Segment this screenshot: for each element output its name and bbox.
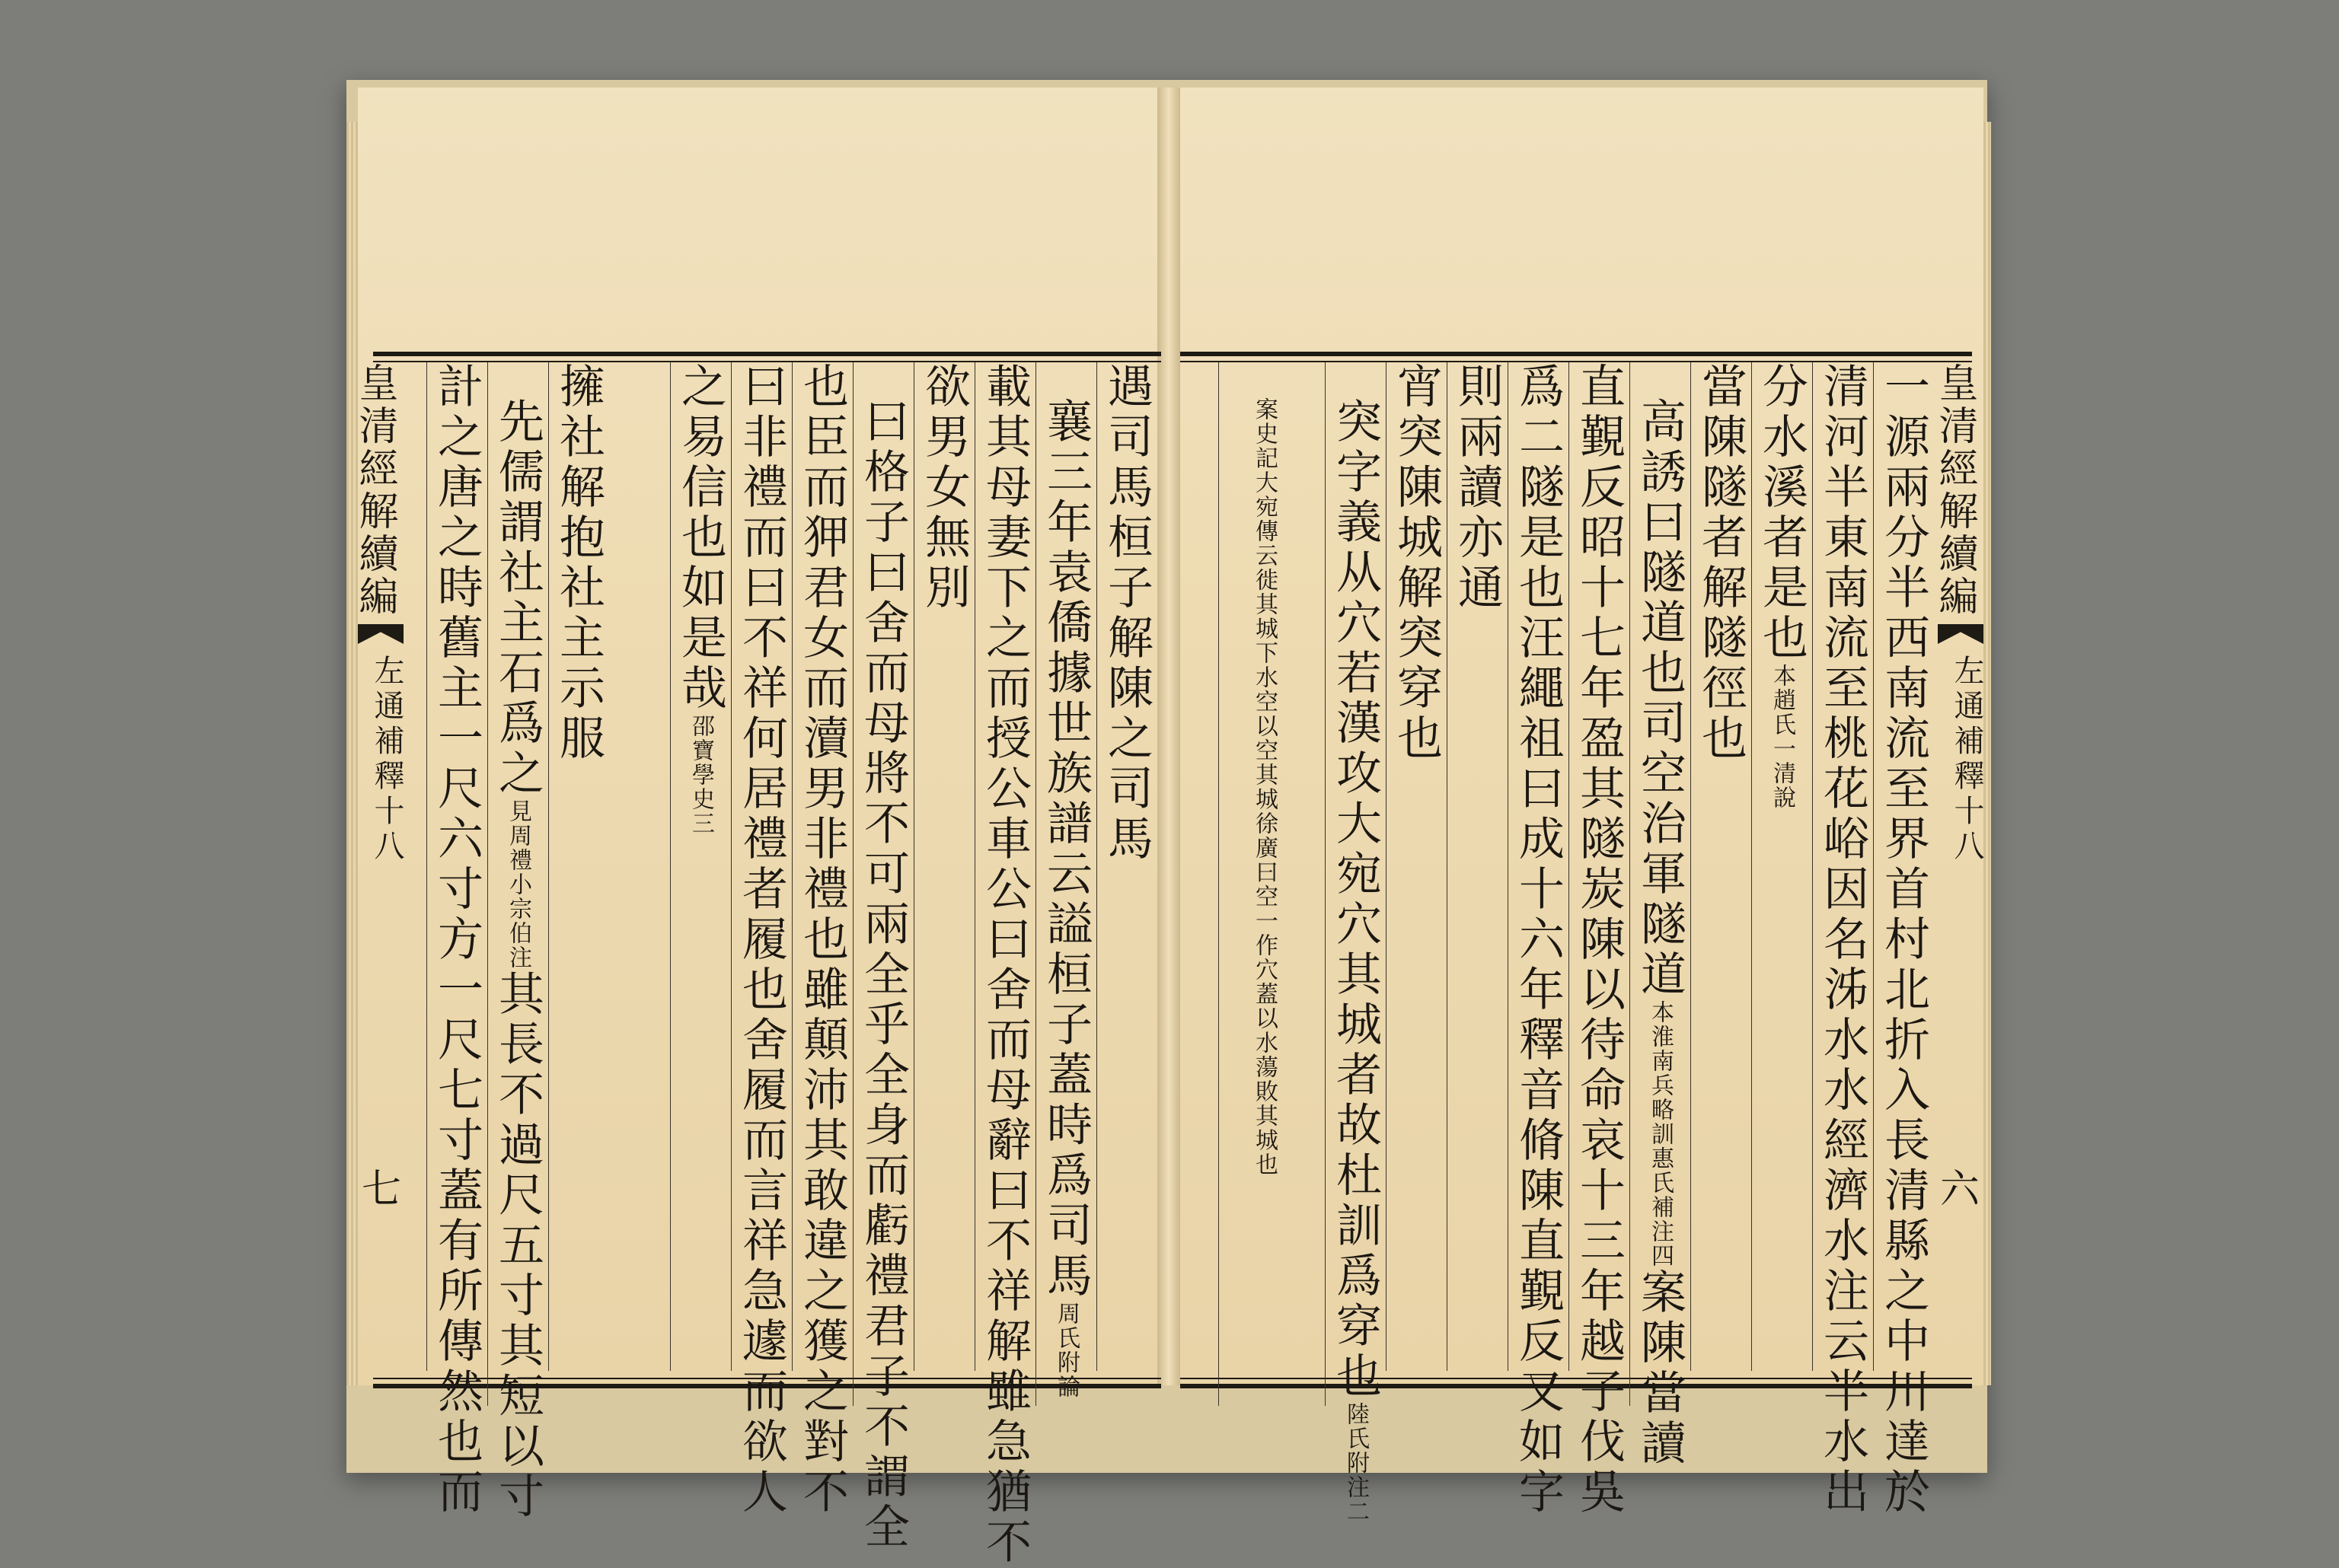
text-column: 曰格子曰舍而母將不可兩全乎全身而虧禮君子不謂全 <box>853 362 913 1406</box>
annotation: 陸氏附注二 <box>1342 1402 1369 1524</box>
text-column: 遇司馬桓子解陳之司馬 <box>1096 362 1157 1371</box>
text-column: 計之唐之時舊主一尺六寸方一尺七寸蓋有所傳然也而 <box>426 362 487 1371</box>
text-column: 直覲反昭十七年盈其隧炭陳以待命哀十三年越子伐吳 <box>1568 362 1629 1371</box>
text-column: 也臣而狎君女而瀆男非禮也雖顛沛其敢違之獲之對不 <box>792 362 852 1371</box>
annotation: 邵寶學史三 <box>688 714 714 836</box>
right-page-folio: 左通補釋十八 <box>1949 655 1984 865</box>
text-column: 清河半東南流至桃花峪因名泲水水經濟水注云半水出 <box>1812 362 1872 1371</box>
text-column: 曰非禮而曰不祥何居禮者履也舍履而言祥急遽而欲人 <box>731 362 791 1371</box>
left-page-folio: 左通補釋十八 <box>369 655 404 865</box>
text-column: 宵突陳城解突穿也 <box>1386 362 1446 1371</box>
text-column: 一源兩分半西南流至界首村北折入長清縣之中川達於 <box>1873 362 1933 1371</box>
text-column: 擁社解抱社主示服 <box>548 362 608 1371</box>
annotation: 周氏附論 <box>1053 1302 1080 1399</box>
text-column: 先儒謂社主石爲之見周禮小宗伯注其長不過尺五寸其短以寸 <box>487 362 547 1406</box>
text-column: 襄三年袁僑據世族譜云謚桓子蓋時爲司馬周氏附論 <box>1035 362 1096 1406</box>
right-page-number: 六 <box>1940 1167 1980 1213</box>
annotation: 見周禮小宗伯注 <box>505 799 531 970</box>
right-page-title: 皇清經解續編 <box>1932 362 1977 618</box>
text-column: 爲二隧是也汪繩祖曰成十六年釋音脩陳直覲反又如字 <box>1508 362 1568 1371</box>
annotation: 本趙氏一清說 <box>1769 664 1795 810</box>
text-column: 欲男女無別 <box>914 362 974 1371</box>
text-column: 載其母妻下之而授公車公曰舍而母辭曰不祥解雖急猶不 <box>975 362 1035 1371</box>
text-column: 之易信也如是哉邵寶學史三 <box>670 362 730 1371</box>
annotation: 本淮南兵略訓惠氏補注四 <box>1647 1000 1674 1268</box>
text-column <box>1218 362 1278 1406</box>
text-column: 高誘曰隧道也司空治軍隧道本淮南兵略訓惠氏補注四案陳當讀 <box>1629 362 1690 1406</box>
left-page-title: 皇清經解續編 <box>352 362 397 618</box>
text-column: 分水溪者是也本趙氏一清說 <box>1751 362 1811 1371</box>
text-column: 當陳隧者解隧徑也 <box>1690 362 1750 1371</box>
annotation: 案史記大宛傳云徙其城下水空以空其城徐廣曰空一作穴蓋以水蕩敗其城也 <box>1251 397 1278 1177</box>
left-page-number: 七 <box>362 1167 402 1213</box>
text-column: 突字義从穴若漢攻大宛穴其城者故杜訓爲穿也陸氏附注二 <box>1325 362 1385 1406</box>
text-column: 則兩讀亦通 <box>1447 362 1507 1371</box>
